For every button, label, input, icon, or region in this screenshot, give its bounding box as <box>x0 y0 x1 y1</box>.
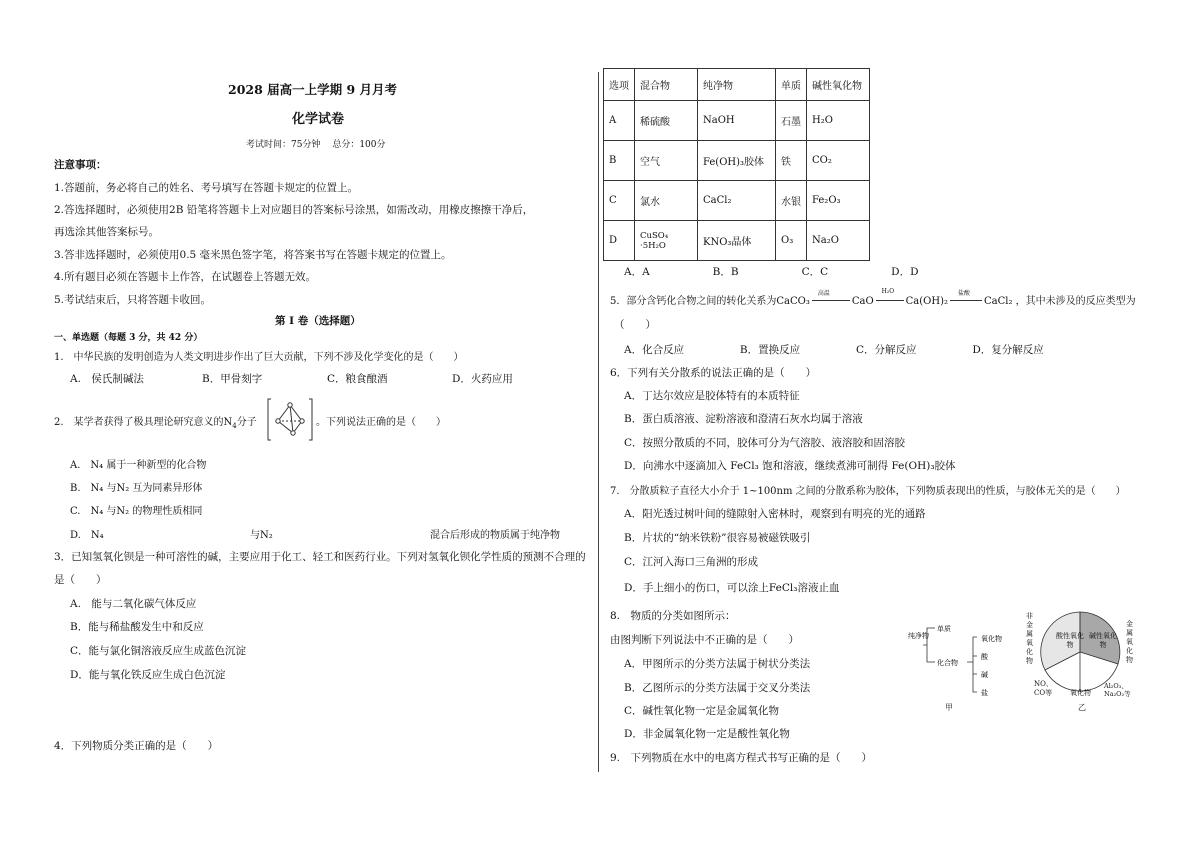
q8-stem: 8. 物质的分类如图所示： <box>610 610 736 622</box>
q2-option-b: B. N₄ 与N₂ 互为同素异形体 <box>70 483 203 494</box>
pie-label-basic: 碱性氧化物 <box>1089 632 1117 649</box>
q1-option-b: B．甲骨刻字 <box>202 373 263 385</box>
table-header: 碱性氧化物 <box>807 69 870 101</box>
table-header: 混合物 <box>635 69 698 101</box>
paper-subject: 化学试卷 <box>292 112 345 127</box>
q1-option-c: C．粮食酿酒 <box>327 373 388 385</box>
table-cell: Na₂O <box>807 221 870 261</box>
table-cell: 铁 <box>776 141 807 181</box>
column-divider <box>598 72 599 772</box>
reaction-arrow: 高温 <box>810 294 852 304</box>
table-cell: Fe(OH)₃胶体 <box>698 141 776 181</box>
pie-label-al2o3: Al₂O₃、Na₂O₂等 <box>1104 682 1131 698</box>
note-item: 2.答选择题时，必须使用2B 铅笔将答题卡上对应题目的答案标号涂黑，如需改动，用橡皮擦擦干净后， <box>54 204 534 216</box>
section-title: 第 I 卷（选择题） <box>275 315 361 327</box>
q3-option-c: C．能与氯化铜溶液反应生成蓝色沉淀 <box>70 645 247 657</box>
diagram-caption-jia: 甲 <box>945 703 953 712</box>
tree-classification-diagram <box>905 612 1025 712</box>
table-cell: 氯水 <box>635 181 698 221</box>
q2-stem-subscript: 4 <box>232 422 237 430</box>
table-cell: H₂O <box>807 101 870 141</box>
tree-leaf: 碱 <box>981 671 988 679</box>
table-cell: CO₂ <box>807 141 870 181</box>
diagram-caption-yi: 乙 <box>1078 703 1086 712</box>
table-cell: NaOH <box>698 101 776 141</box>
section-subtitle: 一、单选题（每题 3 分，共 42 分） <box>54 333 203 343</box>
note-item: 3.答非选择题时，必须使用0.5 毫米黑色签字笔，将答案书写在答题卡规定的位置上。 <box>54 249 452 261</box>
tree-leaf: 酸 <box>981 653 988 661</box>
q8-stem-line2: 由图判断下列说法中不正确的是（ ） <box>610 634 799 646</box>
tree-leaf: 氧化物 <box>981 635 1002 643</box>
q3-stem-line2: 是（ ） <box>54 574 107 586</box>
q1-option-d: D．火药应用 <box>452 373 513 385</box>
q5-stem-line1: 5．部分含钙化合物之间的转化关系为CaCO₃ 高温 CaO H₂O Ca(OH)₂ 盐酸 CaCl₂ ，其中未涉及的反应类型为 <box>610 288 1136 307</box>
q2-option-d-part1: D. N₄ <box>70 530 104 541</box>
table-header: 选项 <box>604 69 635 101</box>
tree-root: 纯净物 <box>908 632 929 640</box>
q2-option-d-part3: 混合后形成的物质属于纯净物 <box>430 530 560 541</box>
q4-stem: 4．下列物质分类正确的是（ ） <box>54 740 219 752</box>
q5-stem-line2: （ ） <box>614 319 656 331</box>
q2-option-d-part2: 与N₂ <box>250 530 273 541</box>
table-cell: Fe₂O₃ <box>807 181 870 221</box>
q2-option-a: A. N₄ 属于一种新型的化合物 <box>70 460 207 471</box>
q8-option-d: D．非金属氧化物一定是酸性氧化物 <box>624 728 790 740</box>
table-cell: KNO₃晶体 <box>698 221 776 261</box>
reaction-arrow: H₂O <box>874 294 906 304</box>
note-item: 4.所有题目必须在答题卡上作答，在试题卷上答题无效。 <box>54 271 317 283</box>
tree-node-elements: 单质 <box>937 625 951 633</box>
table-row <box>604 221 870 261</box>
pie-label-acidic: 酸性氧化物 <box>1056 632 1084 649</box>
q3-option-d: D．能与氧化铁反应生成白色沉淀 <box>70 669 226 681</box>
q2-option-c: C. N₄ 与N₂ 的物理性质相同 <box>70 506 203 517</box>
tree-leaf: 盐 <box>981 689 988 697</box>
q2-stem-pre: 2. 某学者获得了极具理论研究意义的$N_4$分子 <box>54 417 257 430</box>
q7-option-d: D．手上细小的伤口，可以涂上FeCl₃溶液止血 <box>624 582 840 594</box>
tree-node-compounds: 化合物 <box>937 659 958 667</box>
q7-stem: 7. 分散质粒子直径大小介于 1~100nm 之间的分散系称为胶体，下列物质表现出的性质，与胶体无关的是（ ） <box>610 486 1126 497</box>
q7-option-b: B．片状的“纳米铁粉”很容易被磁铁吸引 <box>624 532 811 544</box>
q4-options: A．A B．B C．C D．D <box>624 266 919 278</box>
table-cell: O₃ <box>776 221 807 261</box>
table-cell: 空气 <box>635 141 698 181</box>
q9-stem: 9. 下列物质在水中的电离方程式书写正确的是（ ） <box>610 752 873 764</box>
table-row <box>604 181 870 221</box>
q6-option-c: C．按照分散质的不同，胶体可分为气溶胶、液溶胶和固溶胶 <box>624 437 906 449</box>
note-item: 再选涂其他答案标号。 <box>54 226 159 238</box>
q5-options: A．化合反应 B．置换反应 C．分解反应 D．复分解反应 <box>624 344 1044 356</box>
table-header: 纯净物 <box>698 69 776 101</box>
q6-option-b: B．蛋白质溶液、淀粉溶液和澄清石灰水均属于溶液 <box>624 413 863 425</box>
q1-stem: 1. 中华民族的发明创造为人类文明进步作出了巨大贡献，下列不涉及化学变化的是（ ） <box>54 352 464 363</box>
table-header-row <box>604 69 870 101</box>
notes-heading: 注意事项： <box>54 159 107 171</box>
n4-molecule-diagram <box>266 397 314 442</box>
table-cell: A <box>604 101 635 141</box>
q2-stem-post: 。下列说法正确的是（ ） <box>316 417 446 428</box>
table-row <box>604 141 870 181</box>
pie-label-metal-oxides: 金属氧化物 <box>1126 620 1133 664</box>
q3-option-b: B．能与稀盐酸发生中和反应 <box>70 621 204 633</box>
table-cell: CaCl₂ <box>698 181 776 221</box>
exam-info: 考试时间：75分钟 总分：100分 <box>246 140 386 150</box>
table-cell: CuSO₄ ·5H₂O <box>635 221 698 261</box>
q6-option-d: D．向沸水中逐滴加入 FeCl₃ 饱和溶液，继续煮沸可制得 Fe(OH)₃胶体 <box>624 460 956 472</box>
q8-option-c: C．碱性氧化物一定是金属氧化物 <box>624 705 780 717</box>
q8-option-a: A．甲图所示的分类方法属于树状分类法 <box>624 658 811 670</box>
table-cell: 稀硫酸 <box>635 101 698 141</box>
pie-label-no-co: NO、CO等 <box>1034 680 1053 697</box>
q7-option-a: A．阳光透过树叶间的缝隙射入密林时，观察到有明亮的光的通路 <box>624 508 926 520</box>
q1-option-a: A. 侯氏制碱法 <box>70 373 144 385</box>
table-header: 单质 <box>776 69 807 101</box>
exam-title: 2028 届高一上学期 9 月月考 <box>228 82 398 97</box>
q6-option-a: A．丁达尔效应是胶体特有的本质特征 <box>624 390 800 402</box>
q7-option-c: C．江河入海口三角洲的形成 <box>624 556 759 568</box>
table-cell: C <box>604 181 635 221</box>
q6-stem: 6．下列有关分散系的说法正确的是（ ） <box>610 367 817 379</box>
table-cell: D <box>604 221 635 261</box>
table-row <box>604 101 870 141</box>
q3-option-a: A. 能与二氧化碳气体反应 <box>70 598 197 610</box>
q8-option-b: B．乙图所示的分类方法属于交叉分类法 <box>624 682 811 694</box>
pie-label-oxides: 氧化物 <box>1070 689 1091 697</box>
pie-label-nonmetal-oxides: 非金属氧化物 <box>1026 612 1033 665</box>
q3-stem-line1: 3．已知氢氧化钡是一种可溶性的碱，主要应用于化工、轻工和医药行业。下列对氢氧化钡化学性质的预测不合理的 <box>54 551 586 563</box>
note-item: 1.答题前，务必将自己的姓名、考号填写在答题卡规定的位置上。 <box>54 182 359 194</box>
note-item: 5.考试结束后，只将答题卡收回。 <box>54 294 212 306</box>
table-cell: 水银 <box>776 181 807 221</box>
table-cell: B <box>604 141 635 181</box>
classification-table <box>603 68 870 261</box>
table-cell: 石墨 <box>776 101 807 141</box>
reaction-arrow: 盐酸 <box>948 294 984 304</box>
